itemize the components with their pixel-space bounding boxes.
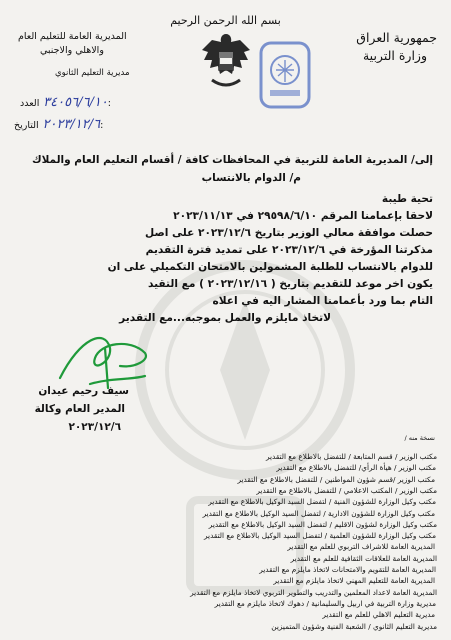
signatory-title: المدير العام وكالة bbox=[34, 403, 125, 415]
iraq-eagle-emblem-icon bbox=[198, 28, 254, 98]
copies-title: نسخة منه / bbox=[404, 434, 435, 442]
copy-recipient-item: مديرية التعليم الثانوي / الشعبة الفنية وشؤون المتميزين bbox=[271, 621, 437, 631]
copy-recipient-item: المديرية العامة للاشراف التربوي للعلم مع التقدير bbox=[287, 542, 435, 552]
copy-recipient-item: مكتب الوزير / هيأة الرأي/ للتفضل بالاطلاع مع التقدير bbox=[276, 463, 436, 473]
reference-date-value: ٢٠٢٣/١٢/٦ bbox=[42, 117, 101, 132]
directorate-line1: المديرية العامة للتعليم العام bbox=[18, 31, 127, 42]
copy-recipient-item: مكتب الوزير / المكتب الاعلامي / للتفضل بالاطلاع مع التقدير bbox=[256, 485, 437, 495]
country-name: جمهورية العراق bbox=[356, 30, 437, 45]
signatory-name: سيف رحيم عيدان bbox=[38, 385, 129, 397]
addressee-line: إلى/ المديرية العامة للتربية في المحافظات كافة / أقسام التعليم العام والملاك bbox=[31, 154, 433, 166]
greeting: تحية طيبة bbox=[381, 193, 433, 205]
directorate-line3: مديرية التعليم الثانوي bbox=[55, 68, 130, 78]
reference-date-row bbox=[6, 117, 103, 132]
body-line-4: للدوام بالانتساب للطلبة المشمولين بالامتحان التكميلي على ان bbox=[107, 261, 433, 273]
ministry-name: وزارة التربية bbox=[362, 48, 427, 63]
copy-recipient-item: المديرية العامة للعلاقات الثقافية للعلم مع التقدير bbox=[290, 553, 437, 563]
copy-recipient-item: المديرية العامة لاعداد المعلمين والتدريب والتطوير التربوي لاتخاذ مايلزم مع التقدير bbox=[190, 587, 437, 597]
subject-line: م/ الدوام بالانتساب bbox=[201, 172, 301, 184]
body-line-1: لاحقا بإعمامنا المرقم ٢٩٥٩٨/٦/١٠ في ٢٠٢٣/١١/١٣ bbox=[173, 210, 433, 222]
body-line-6: التام بما ورد بأعمامنا المشار اليه في اعلاه bbox=[212, 295, 433, 307]
reference-number-label: العدد: bbox=[20, 98, 111, 109]
copy-recipient-item: مكتب وكيل الوزارة لشؤون الاقليم / لتفضل السيد الوكيل بالاطلاع مع التقدير bbox=[208, 519, 437, 529]
reference-date-label: التاريخ: bbox=[14, 120, 104, 131]
copy-recipient-item: مكتب الوزير / قسم المتابعة / للتفضل بالاطلاع مع التقدير bbox=[265, 452, 437, 461]
directorate-line2: والاهلي والاجنبي bbox=[40, 45, 104, 56]
copy-recipient-item: المديرية العامة للتعليم المهني لاتخاذ مايلزم مع التقدير bbox=[273, 576, 435, 586]
copy-recipient-item: مكتب وكيل الوزارة للشؤون الادارية / لتفضل السيد الوكيل بالاطلاع مع التقدير bbox=[202, 508, 435, 518]
ministry-stamp-icon bbox=[258, 40, 312, 110]
copy-recipient-item: مديرية وزارة التربية في اربيل والسليمانية / دهوك لاتخاذ مايلزم مع التقدير bbox=[214, 598, 436, 608]
copy-recipient-item: المديرية العامة للتقويم والامتحانات لاتخاذ مايلزم مع التقدير bbox=[259, 565, 436, 574]
body-line-5: يكون اخر موعد للتقديم بتاريخ ( ٢٠٢٣/١٢/١٦ ) مع التقيد bbox=[147, 278, 433, 290]
body-line-7: لاتخاذ مايلزم والعمل بموجبه...مع التقدير bbox=[119, 312, 331, 324]
copy-recipient-item: مكتب الوزير /قسم شؤون المواطنين / للتفضل بالاطلاع مع التقدير bbox=[237, 474, 435, 484]
copy-recipient-item: مكتب وكيل الوزارة للشؤون العلمية / لتفضل السيد الوكيل بالاطلاع مع التقدير bbox=[204, 531, 436, 541]
copy-recipient-item: مديرية التعليم الاهلي للعلم مع التقدير bbox=[322, 610, 435, 620]
reference-number-value: ٣٤٠٥٦/٦/١٠ bbox=[43, 95, 108, 110]
basmala: بسم الله الرحمن الرحيم bbox=[170, 14, 281, 27]
copy-recipient-item: مكتب وكيل الوزارة للشؤون الفنية / لتفضل السيد الوكيل بالاطلاع مع التقدير bbox=[208, 497, 436, 507]
body-line-3: مذكرتنا المؤرخة في ٢٠٢٣/١٢/٦ على تمديد فترة التقديم bbox=[145, 244, 433, 256]
reference-number-row bbox=[12, 95, 111, 110]
signature-date: ٢٠٢٣/١٢/٦ bbox=[68, 421, 121, 433]
body-line-2: حصلت موافقة معالي الوزير بتاريخ ٢٠٢٣/١٢/٦ على اصل bbox=[145, 227, 433, 239]
